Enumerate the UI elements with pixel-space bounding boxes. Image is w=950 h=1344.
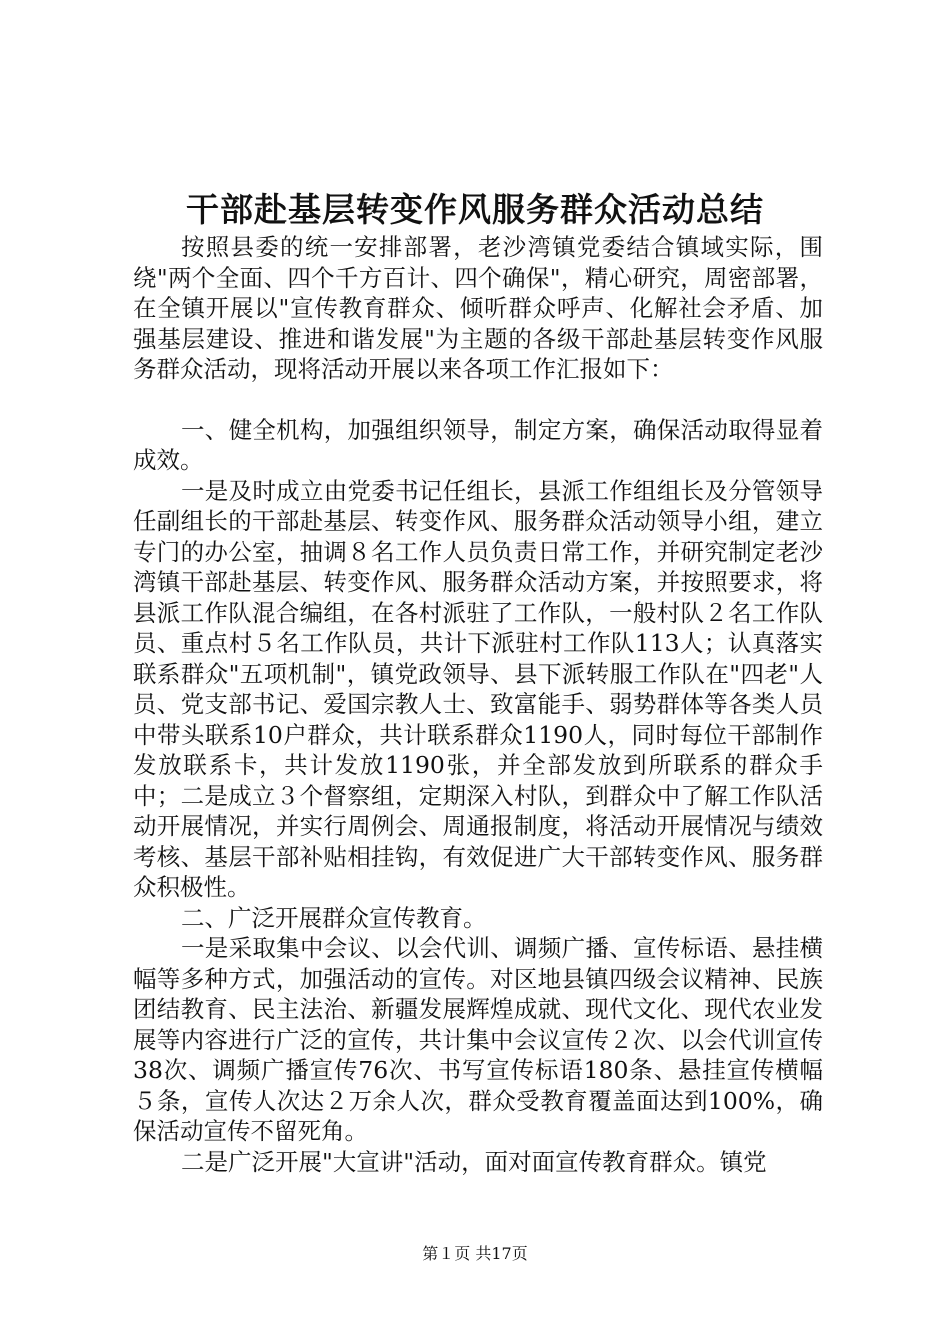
paragraph-section-2-a: 一是采取集中会议、以会代训、调频广播、宣传标语、悬挂横幅等多种方式，加强活动的宣传。对区地县镇四级会议精神、民族团结教育、民主法治、新疆发展辉煌成就、现代文化、现代农业发展等内容进行广泛的宣传，共计集中会议宣传２次、以会代训宣传38次、调频广播宣传76次、书写宣传标语180条、悬挂宣传横幅５条，宣传人次达２万余人次，群众受教育覆盖面达到100%，确保活动宣传不留死角。	[133, 934, 823, 1145]
paragraph-intro: 按照县委的统一安排部署，老沙湾镇党委结合镇域实际，围绕"两个全面、四个千方百计、四个确保"，精心研究，周密部署，在全镇开展以"宣传教育群众、倾听群众呼声、化解社会矛盾、加强基层建设、推进和谐发展"为主题的各级干部赴基层转变作风服务群众活动，现将活动开展以来各项工作汇报如下：	[133, 233, 823, 383]
section-heading-2: 二、广泛开展群众宣传教育。	[181, 903, 487, 932]
section-heading-1: 一、健全机构，加强组织领导，制定方案，确保活动取得显着成效。	[133, 415, 823, 474]
paragraph-section-1: 一是及时成立由党委书记任组长，县派工作组组长及分管领导任副组长的干部赴基层、转变作风、服务群众活动领导小组，建立专门的办公室，抽调８名工作人员负责日常工作，并研究制定老沙湾镇干部赴基层、转变作风、服务群众活动方案，并按照要求，将县派工作队混合编组，在各村派驻了工作队，一般村队２名工作队员、重点村５名工作队员，共计下派驻村工作队113人；认真落实联系群众"五项机制"，镇党政领导、县下派转服工作队在"四老"人员、党支部书记、爱国宗教人士、致富能手、弱势群体等各类人员中带头联系10户群众，共计联系群众1190人，同时每位干部制作发放联系卡，共计发放1190张，并全部发放到所联系的群众手中；二是成立３个督察组，定期深入村队，到群众中了解工作队活动开展情况，并实行周例会、周通报制度，将活动开展情况与绩效考核、基层干部补贴相挂钩，有效促进广大干部转变作风、服务群众积极性。	[133, 476, 823, 901]
document-body	[133, 232, 823, 1177]
document-title: 干部赴基层转变作风服务群众活动总结	[186, 190, 764, 229]
page-footer: 第１页 共17页	[422, 1244, 528, 1263]
paragraph-section-2-b: 二是广泛开展"大宣讲"活动，面对面宣传教育群众。镇党	[181, 1147, 767, 1176]
